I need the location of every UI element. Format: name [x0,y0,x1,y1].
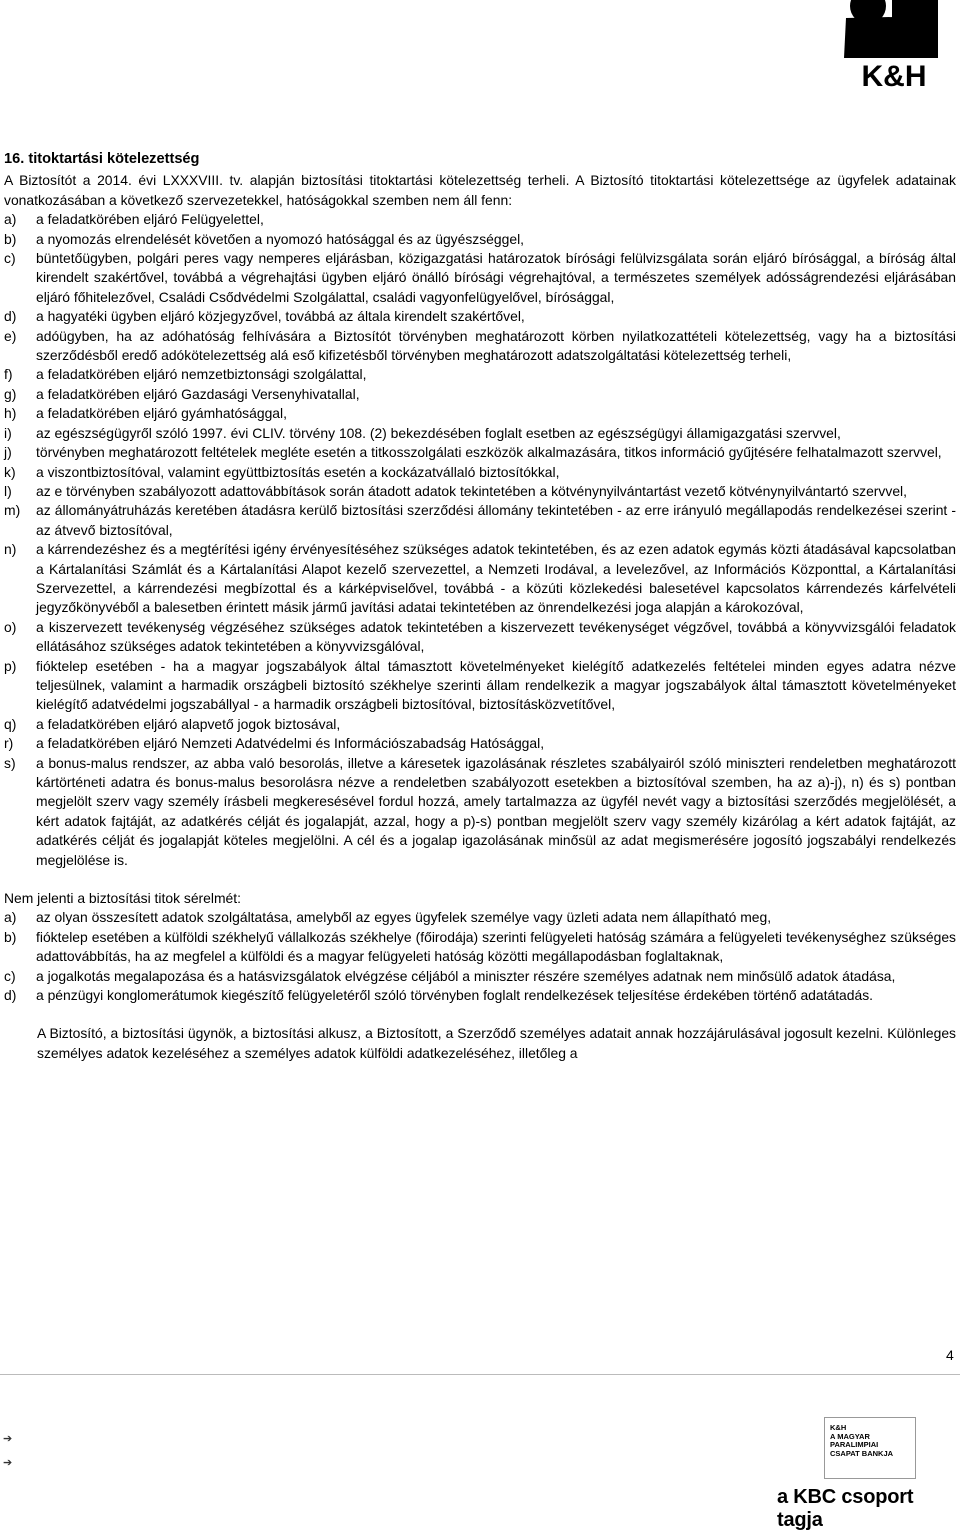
list-item-label: b) [4,230,17,247]
list-item-label: c) [4,250,16,267]
list-item-label: d) [4,987,17,1004]
list-item-label: n) [4,541,17,558]
list-item [4,327,956,366]
list-item-text: a feladatkörében eljáró Felügyelettel, [36,211,264,228]
list-item [4,210,956,229]
logo-text: K&H [861,60,927,92]
list-item-label: h) [4,405,17,422]
exception-list [4,210,956,870]
list-item-label: l) [4,482,12,499]
list-item [4,715,956,734]
list-item-text: az állományátruházás keretében átadásra kerülő biztosítási szerződési állomány tekintetében - az erre irányuló megállapodás rendelkezései szerint - az átvevő biztosítóval, [36,502,956,538]
list-item [4,249,956,307]
list-item [4,443,956,462]
list-item [4,657,956,715]
list-item-label: q) [4,715,17,732]
list-item-label: k) [4,463,16,480]
footer-divider [0,1374,960,1375]
list-item [4,307,956,326]
list-item-text: törvényben meghatározott feltételek megléte esetén a titkosszolgálati eszközök alkalmazására, titkos információ gyűjtésére felhatalmazott szervvel, [36,444,942,461]
list-item [4,908,956,927]
not-breach-heading: Nem jelenti a biztosítási titok sérelmét: [4,890,242,907]
list-item [4,385,956,404]
list-item-text: büntetőügyben, polgári peres vagy nemperes eljárásban, közigazgatási határozatok bírósági felülvizsgálata során eljáró bírósággal, a bíróság által kirendelt szakértővel, továbbá a végrehajtási ügyben eljáró önálló bírósági végrehajtóval, a természetes személyek adósságrendezési eljárásában eljáró főhitelezővel, Családi Csődvédelmi Szolgálattal, családi vagyonfelügyelővel, bírósággal, [36,250,956,305]
list-item-text: a feladatkörében eljáró nemzetbiztonsági szolgálattal, [36,366,367,383]
list-item-text: az egészségügyről szóló 1997. évi CLIV. törvény 108. (2) bekezdésében foglalt esetben az egészségügyi államigazgatási szervvel, [36,424,841,441]
list-item [4,618,956,657]
list-item-label: i) [4,424,12,441]
list-item-text: a nyomozás elrendelését követően a nyomozó hatósággal és az ügyészséggel, [36,230,525,247]
list-item-label: a) [4,909,17,926]
list-item-label: f) [4,366,13,383]
list-item [4,986,956,1005]
badge-line: A MAGYAR [830,1431,870,1441]
not-breach-list [4,908,956,1005]
list-item [4,482,956,501]
badge-line: CSAPAT BANKJA [830,1448,894,1458]
list-item-label: c) [4,967,16,984]
page-number: 4 [946,1347,954,1363]
list-item-text: a kárrendezéshez és a megtérítési igény érvényesítéséhez szükséges adatok tekintetében, és az ezen adatok egymás közti átadásával kapcsolatban a Kártalanítási Számlát és a Kártalanítási Alapot kezelő szervezettel, a Nemzeti Irodával, a levelezővel, az Információs Központtal, a Kártalanítási Szervezettel, a kárrendezési megbízottal és a kárképviselővel, továbbá - a közúti közlekedési balesetével kapcsolatos kárrendezés kárfelvételi jegyzőkönyvéből a balesetben érintett másik jármű javítási adatai tekintetében az önrendelkezési joga alapján a károkozóval, [36,541,956,616]
list-item-text: a feladatkörében eljáró alapvető jogok biztosával, [36,715,341,732]
list-item-label: o) [4,618,17,635]
list-item-text: a jogalkotás megalapozása és a hatásvizsgálatok elvégzése céljából a miniszter részére személyes adatnak nem minősülő adatok átadása, [36,967,896,984]
list-item-text: a bonus-malus rendszer, az abba való besorolás, illetve a káresetek igazolásának részletes szabályairól szóló miniszteri rendeletben meghatározott kártörténeti adatra és bonus-malus besorolásra nézve a rendeletben szabályozott esetekben a biztosítóval szemben, ha az a)-j), n) és s) pontban megjelölt szerv vagy személy írásbeli megkeresésével fordul hozzá, amely tartalmazza az ügyfél nevét vagy a biztosítási szerződés megjelölését, a kért adatok fajtáját, az adatkérés célját és jogalapját, azzal, hogy a p)-s) pontban megjelölt szerv vagy személy kizárólag a kért adatok fajtáját, az adatkérés célját és jogalapját köteles megjelölni. A cél és a jogalap igazolásának minősül az adat megismerésére jogosító jogszabályi rendelkezés megjelölése is. [36,754,956,868]
list-item-label: r) [4,735,14,752]
list-item-text: az olyan összesített adatok szolgáltatása, amelyből az egyes ügyfelek személye vagy üzleti adata nem állapítható meg, [36,909,772,926]
list-item-label: s) [4,754,16,771]
list-item-label: p) [4,657,17,674]
section-title: 16. titoktartási kötelezettség [4,151,200,167]
kbc-tagline: a KBC csoport tagja [777,1486,914,1531]
list-item-text: adóügyben, ha az adóhatóság felhívására a Biztosítót törvényben meghatározott körben nyilatkozattételi kötelezettség, vagy ha a biztosítási szerződésből eredő adókötelezettség alá eső kifizetésből törvényben meghatározott adatszolgáltatási kötelezettség terheli, [36,327,956,364]
list-item-text: fióktelep esetében - ha a magyar jogszabályok által támasztott követelményeket kielégítő adatkezelés feltételei minden egyes adatra nézve teljesülnek, valamint a harmadik országbeli biztosító székhelye szerinti állam rendelkezik a magyar jogszabályok által támasztott követelményeket kielégítő adatvédelmi jogszabállyal - a harmadik országbeli biztosítóval, biztosításközvetítővel, [36,657,956,713]
list-item [4,424,956,443]
list-item [4,230,956,249]
paralympic-badge [824,1417,916,1479]
list-item-text: az e törvényben szabályozott adattovábbítások során átadott adatok tekintetében a kötvénynyilvántartást vezető kötvénynyilvántartó szervvel, [36,482,907,499]
list-item [4,928,956,967]
list-item [4,501,956,540]
list-item-label: d) [4,308,17,325]
list-item-text: a pénzügyi konglomerátumok kiegészítő felügyeletéről szóló törvényben foglalt rendelkezések teljesítése érdekében történő adatátadás. [36,987,874,1004]
list-item-text: a hagyatéki ügyben eljáró közjegyzővel, továbbá az általa kirendelt szakértővel, [36,308,525,325]
list-item-label: e) [4,327,17,344]
list-item [4,754,956,870]
list-item-text: a viszontbiztosítóval, valamint együttbiztosítás esetén a kockázatvállaló biztosítókkal, [36,463,560,480]
list-item-label: a) [4,211,17,228]
list-item [4,463,956,482]
kh-logo-icon [838,0,950,92]
list-item-label: g) [4,385,17,402]
list-item-label: m) [4,502,21,519]
list-item [4,734,956,753]
list-item-text: a feladatkörében eljáró Nemzeti Adatvédelmi és Információszabadság Hatósággal, [36,735,545,752]
list-item-text: a feladatkörében eljáró Gazdasági Versenyhivatallal, [36,385,360,402]
list-item [4,967,956,986]
arrow-right-icon: ➔ [3,1457,13,1469]
list-item-label: j) [4,444,12,461]
badge-line: PARALIMPIAI [830,1440,879,1450]
badge-line: K&H [830,1423,847,1432]
list-item [4,540,956,618]
list-item-text: fióktelep esetében a külföldi székhelyű vállalkozás székhelye (főirodája) szerinti felügyeleti hatóság számára a felügyeleti tevékenységhez szükséges adattovábbítás, ha az megfelel a külföldi és a magyar felügyeleti hatóság közötti megállapodásban foglaltaknak, [36,928,956,965]
list-item-label: b) [4,928,17,945]
list-item-text: a kiszervezett tevékenység végzéséhez szükséges adatok tekintetében a kiszervezett tevékenységet végzővel, továbbá a könyvvizsgálói feladatok ellátásához szükséges adatok tekintetében a könyvvizsgálóval, [36,618,956,655]
list-item-text: a feladatkörében eljáró gyámhatósággal, [36,405,287,422]
document-body [4,150,956,1063]
closing-paragraph: A Biztosító, a biztosítási ügynök, a biztosítási alkusz, a Biztosított, a Szerződő személyes adatait annak hozzájárulásával jogosult kezelni. Különleges személyes adatok kezeléséhez a személyes adatok külföldi adatkezeléséhez, illetőleg a [37,1025,956,1061]
section-intro: A Biztosítót a 2014. évi LXXXVIII. tv. alapján biztosítási titoktartási kötelezettség terheli. A Biztosító titoktartási kötelezettsége az ügyfelek adatainak vonatkozásában a következő szervezetekkel, hatóságokkal szemben nem áll fenn: [4,172,956,208]
list-item [4,365,956,384]
list-item [4,404,956,423]
arrow-right-icon: ➔ [3,1433,13,1445]
